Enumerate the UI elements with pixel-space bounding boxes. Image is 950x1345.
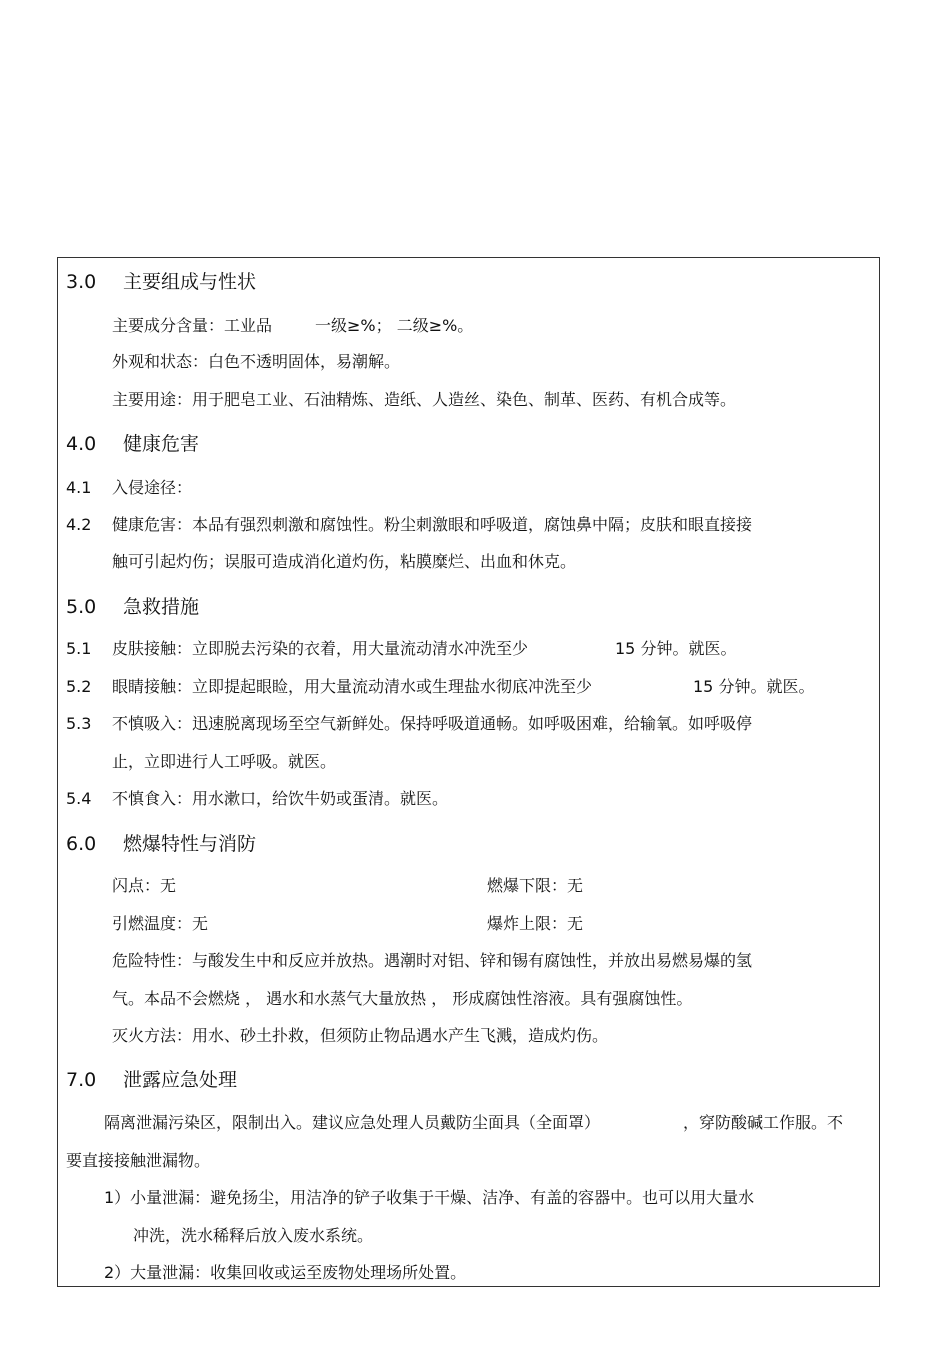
section-title: 燃爆特性与消防 [123,833,257,855]
upper-explosive-limit: 爆炸上限：无 [487,914,584,933]
item-number: 5.4 [66,789,92,808]
lower-explosive-limit: 燃爆下限：无 [487,876,584,895]
main-content-label: 主要成分含量：工业品 [112,316,273,335]
usage-text: 主要用途：用于肥皂工业、石油精炼、造纸、人造丝、染色、制革、医药、有机合成等。 [112,390,737,409]
item-text-continued: 触可引起灼伤；误服可造成消化道灼伤，粘膜糜烂、出血和休克。 [112,552,577,571]
section-number: 5.0 [66,596,97,618]
item-text: 不慎食入：用水漱口，给饮牛奶或蛋清。就医。 [112,789,449,808]
item-number: 5.2 [66,677,92,696]
section-number: 6.0 [66,833,97,855]
paragraph-text-continued: 要直接接触泄漏物。 [66,1151,211,1170]
list-item-continued: 冲洗，洗水稀释后放入废水系统。 [133,1226,374,1245]
item-text-continued: 止，立即进行人工呼吸。就医。 [112,752,337,771]
section-title: 急救措施 [123,596,200,618]
item-number: 4.2 [66,515,92,534]
list-item: 2）大量泄漏：收集回收或运至废物处理场所处置。 [104,1263,467,1282]
appearance-text: 外观和状态：白色不透明固体，易潮解。 [112,352,401,371]
item-text: 皮肤接触：立即脱去污染的衣着，用大量流动清水冲洗至少 [112,639,529,658]
fire-fighting-text: 灭火方法：用水、砂土扑救，但须防止物品遇水产生飞溅，造成灼伤。 [112,1026,609,1045]
ignition-temperature: 引燃温度：无 [112,914,209,933]
section-number: 4.0 [66,433,97,455]
item-text: 眼睛接触：立即提起眼睑，用大量流动清水或生理盐水彻底冲洗至少 [112,677,593,696]
main-content-grades: 一级≥%； 二级≥%。 [315,316,474,335]
section-title: 主要组成与性状 [123,271,257,293]
content-frame [57,257,880,1287]
item-text-duration: 15 分钟。就医。 [693,677,815,696]
section-number: 7.0 [66,1069,97,1091]
item-number: 5.1 [66,639,92,658]
flash-point: 闪点：无 [112,876,177,895]
section-title: 健康危害 [123,433,200,455]
list-item: 1）小量泄漏：避免扬尘，用洁净的铲子收集于干燥、洁净、有盖的容器中。也可以用大量水 [104,1188,755,1207]
section-number: 3.0 [66,271,97,293]
item-number: 5.3 [66,714,92,733]
hazard-text-continued: 气。本品不会燃烧 ， 遇水和水蒸气大量放热 ， 形成腐蚀性溶液。具有强腐蚀性。 [112,989,693,1008]
hazard-text: 危险特性：与酸发生中和反应并放热。遇潮时对铝、锌和锡有腐蚀性，并放出易燃易爆的氢 [112,951,753,970]
item-text: 不慎吸入：迅速脱离现场至空气新鲜处。保持呼吸道通畅。如呼吸困难，给输氧。如呼吸停 [112,714,753,733]
item-text-duration: 15 分钟。就医。 [615,639,737,658]
item-number: 4.1 [66,478,92,497]
item-text: 入侵途径： [112,478,193,497]
paragraph-text-tail: ，穿防酸碱工作服。不 [683,1113,844,1132]
item-text: 健康危害：本品有强烈刺激和腐蚀性。粉尘刺激眼和呼吸道，腐蚀鼻中隔；皮肤和眼直接接 [112,515,753,534]
paragraph-text: 隔离泄漏污染区，限制出入。建议应急处理人员戴防尘面具（全面罩） [104,1113,601,1132]
section-title: 泄露应急处理 [123,1069,238,1091]
